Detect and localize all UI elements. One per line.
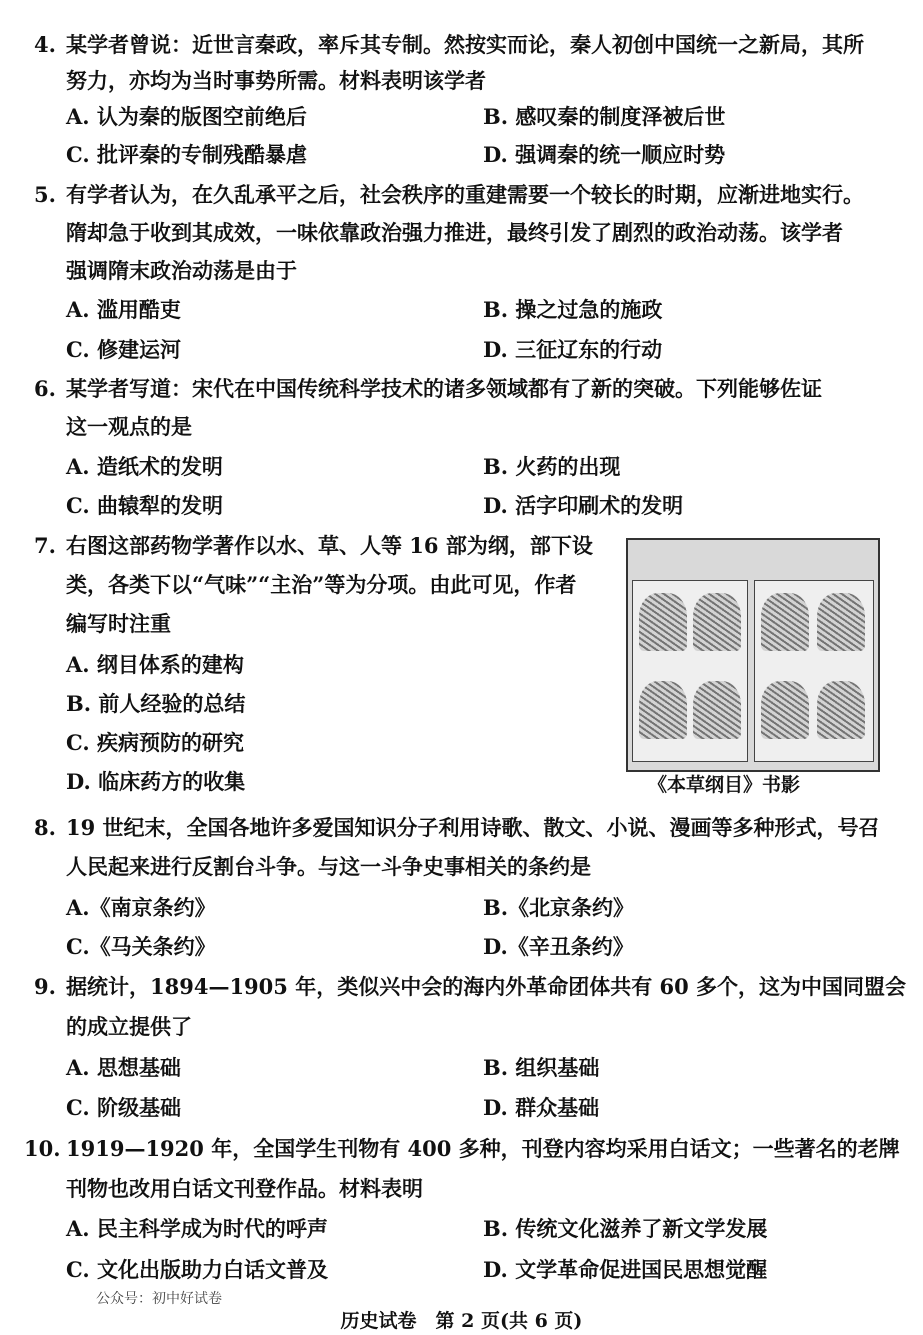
- watermark: 公众号：初中好试卷: [96, 1291, 222, 1307]
- option-c: C. 疾病预防的研究: [66, 730, 244, 755]
- option-b: B. 组织基础: [483, 1055, 600, 1080]
- question-number: 8.: [34, 815, 56, 840]
- question-text-line: 的成立提供了: [66, 1014, 192, 1039]
- option-c: C. 批评秦的专制残酷暴虐: [66, 142, 307, 167]
- question-text-line: 19 世纪末，全国各地许多爱国知识分子利用诗歌、散文、小说、漫画等多种形式，号召: [66, 815, 880, 840]
- herb-illustration: [817, 681, 865, 739]
- option-d: D. 临床药方的收集: [66, 769, 246, 794]
- question-text-line: 某学者曾说：近世言秦政，率斥其专制。然按实而论，秦人初创中国统一之新局，其所: [66, 32, 864, 57]
- question-number: 10.: [24, 1136, 61, 1161]
- herb-illustration: [693, 681, 741, 739]
- question-text-line: 类，各类下以“气味”“主治”等为分项。由此可见，作者: [66, 572, 577, 597]
- option-c: C. 阶级基础: [66, 1095, 181, 1120]
- question-number: 4.: [34, 32, 56, 57]
- question-number: 5.: [34, 182, 56, 207]
- book-page-left: [632, 580, 748, 762]
- question-text-line: 编写时注重: [66, 611, 171, 636]
- option-c: C. 修建运河: [66, 337, 181, 362]
- option-d: D. 强调秦的统一顺应时势: [483, 142, 726, 167]
- option-a: A. 滥用酷吏: [66, 297, 181, 322]
- herb-illustration: [639, 681, 687, 739]
- option-a: A. 思想基础: [66, 1055, 181, 1080]
- option-a: A. 民主科学成为时代的呼声: [66, 1216, 328, 1241]
- page-footer: 历史试卷 第 2 页(共 6 页): [340, 1310, 583, 1332]
- option-d: D. 活字印刷术的发明: [483, 493, 684, 518]
- option-a: A. 认为秦的版图空前绝后: [66, 104, 307, 129]
- question-number: 7.: [34, 533, 56, 558]
- question-text-line: 强调隋末政治动荡是由于: [66, 258, 297, 283]
- option-b: B. 感叹秦的制度泽被后世: [483, 104, 726, 129]
- question-text-line: 努力，亦均为当时事势所需。材料表明该学者: [66, 68, 486, 93]
- option-a: A. 纲目体系的建构: [66, 652, 244, 677]
- question-text-line: 某学者写道：宋代在中国传统科学技术的诸多领域都有了新的突破。下列能够佐证: [66, 376, 822, 401]
- herb-illustration: [639, 593, 687, 651]
- bencao-gangmu-book-image: [626, 538, 880, 772]
- question-text-line: 人民起来进行反割台斗争。与这一斗争史事相关的条约是: [66, 854, 591, 879]
- option-b: B. 操之过急的施政: [483, 297, 663, 322]
- question-number: 6.: [34, 376, 56, 401]
- option-b: B.《北京条约》: [483, 895, 635, 920]
- question-text-line: 有学者认为，在久乱承平之后，社会秩序的重建需要一个较长的时期，应渐进地实行。: [66, 182, 864, 207]
- option-d: D. 文学革命促进国民思想觉醒: [483, 1257, 768, 1282]
- herb-illustration: [761, 593, 809, 651]
- option-c: C.《马关条约》: [66, 934, 216, 959]
- option-b: B. 火药的出现: [483, 454, 621, 479]
- question-text-line: 这一观点的是: [66, 414, 192, 439]
- book-page-right: [754, 580, 874, 762]
- option-b: B. 前人经验的总结: [66, 691, 246, 716]
- question-text-line: 隋却急于收到其成效，一味依靠政治强力推进，最终引发了剧烈的政治动荡。该学者: [66, 220, 843, 245]
- option-a: A. 造纸术的发明: [66, 454, 223, 479]
- question-number: 9.: [34, 974, 56, 999]
- question-text-line: 右图这部药物学著作以水、草、人等 16 部为纲，部下设: [66, 533, 593, 558]
- question-text-line: 1919—1920 年，全国学生刊物有 400 多种，刊登内容均采用白话文；一些著名的老牌: [66, 1136, 900, 1161]
- herb-illustration: [761, 681, 809, 739]
- option-a: A.《南京条约》: [66, 895, 216, 920]
- question-text-line: 据统计，1894—1905 年，类似兴中会的海内外革命团体共有 60 多个，这为中国同盟会: [66, 974, 907, 999]
- option-d: D. 三征辽东的行动: [483, 337, 663, 362]
- option-d: D. 群众基础: [483, 1095, 600, 1120]
- herb-illustration: [693, 593, 741, 651]
- figure-caption: 《本草纲目》书影: [648, 774, 801, 796]
- option-b: B. 传统文化滋养了新文学发展: [483, 1216, 768, 1241]
- herb-illustration: [817, 593, 865, 651]
- option-c: C. 曲辕犁的发明: [66, 493, 223, 518]
- option-d: D.《辛丑条约》: [483, 934, 634, 959]
- option-c: C. 文化出版助力白话文普及: [66, 1257, 328, 1282]
- question-text-line: 刊物也改用白话文刊登作品。材料表明: [66, 1176, 423, 1201]
